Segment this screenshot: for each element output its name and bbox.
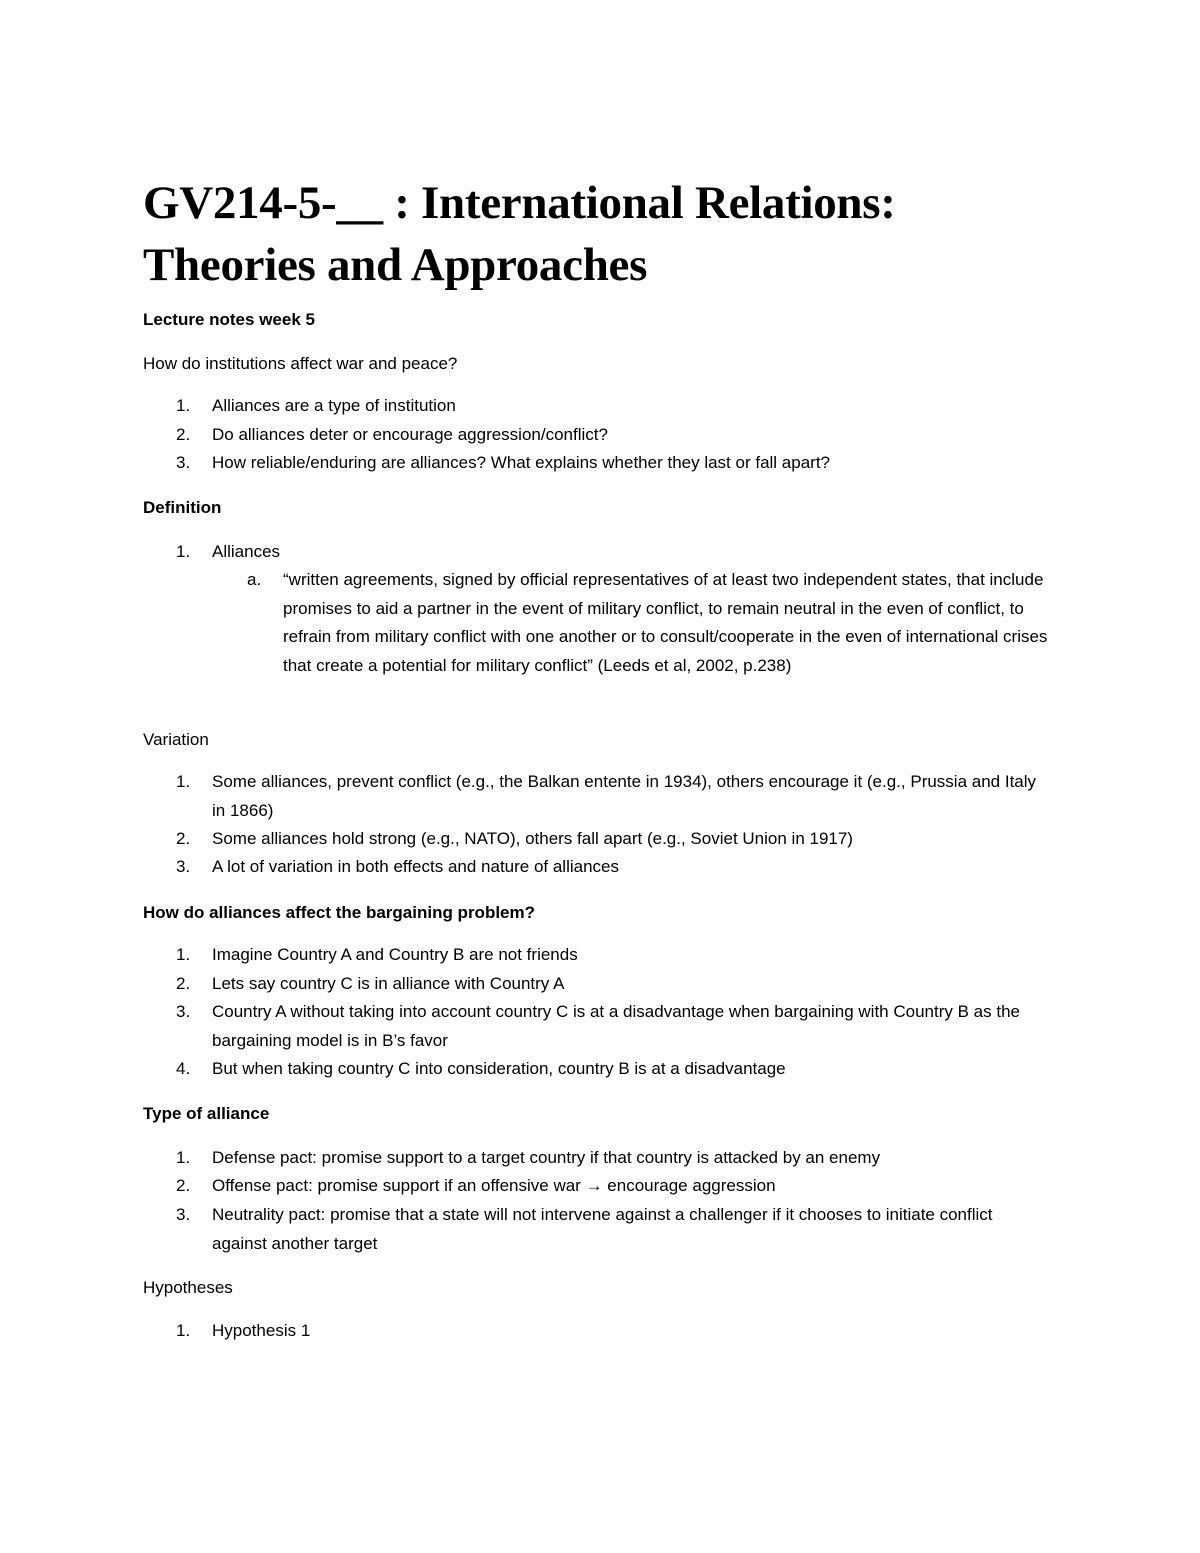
variation-heading: Variation xyxy=(143,730,209,749)
title-line-1: GV214-5-__ : International Relations: xyxy=(143,177,896,229)
list-item: 3. How reliable/enduring are alliances? What explains whether they last or fall apart? xyxy=(176,453,831,472)
list-item: 4. But when taking country C into consideration, country B is at a disadvantage xyxy=(176,1059,786,1078)
document-title xyxy=(143,172,1103,296)
list-item: 1. Defense pact: promise support to a target country if that country is attacked by an enemy xyxy=(176,1148,881,1167)
definition-heading: Definition xyxy=(143,498,222,517)
list-item: 1. Alliances xyxy=(176,542,281,561)
list-item: 1. Alliances are a type of institution xyxy=(176,396,456,415)
title-line-2: Theories and Approaches xyxy=(143,239,648,291)
type-heading: Type of alliance xyxy=(143,1104,270,1123)
list-item: 1. Some alliances, prevent conflict (e.g., the Balkan entente in 1934), others encourage it (e.g., Prussia and Italy in 1866) xyxy=(176,772,1037,820)
bargaining-heading: How do alliances affect the bargaining problem? xyxy=(143,903,536,922)
list-item: 3. Neutrality pact: promise that a state will not intervene against a challenger if it chooses to initiate conflict against another target xyxy=(176,1205,993,1253)
list-item: 3. Country A without taking into account country C is at a disadvantage when bargaining with Country B as the bargaining model is in B’s favor xyxy=(176,1002,1020,1050)
list-item: 3. A lot of variation in both effects and nature of alliances xyxy=(176,857,620,876)
list-item: 1. Imagine Country A and Country B are not friends xyxy=(176,945,578,964)
question-text: How do institutions affect war and peace? xyxy=(143,354,458,373)
hypotheses-heading: Hypotheses xyxy=(143,1278,233,1297)
list-item: 2. Offense pact: promise support if an offensive war → encourage aggression xyxy=(176,1176,776,1195)
list-item: 2. Lets say country C is in alliance with Country A xyxy=(176,974,565,993)
list-item: 2. Some alliances hold strong (e.g., NATO), others fall apart (e.g., Soviet Union in 1917) xyxy=(176,829,853,848)
lecture-heading: Lecture notes week 5 xyxy=(143,310,315,329)
list-item: 2. Do alliances deter or encourage aggression/conflict? xyxy=(176,425,608,444)
list-item: 1. Hypothesis 1 xyxy=(176,1321,311,1340)
definition-quote: a. “written agreements, signed by official representatives of at least two independent states, that include promises to aid a partner in the event of military conflict, to remain neutral in the even of conflict, to refrain from military conflict with one another or to consult/cooperate in the even of international crises that create a potential for military conflict” (Leeds et al, 2002, p.238) xyxy=(247,570,1048,675)
